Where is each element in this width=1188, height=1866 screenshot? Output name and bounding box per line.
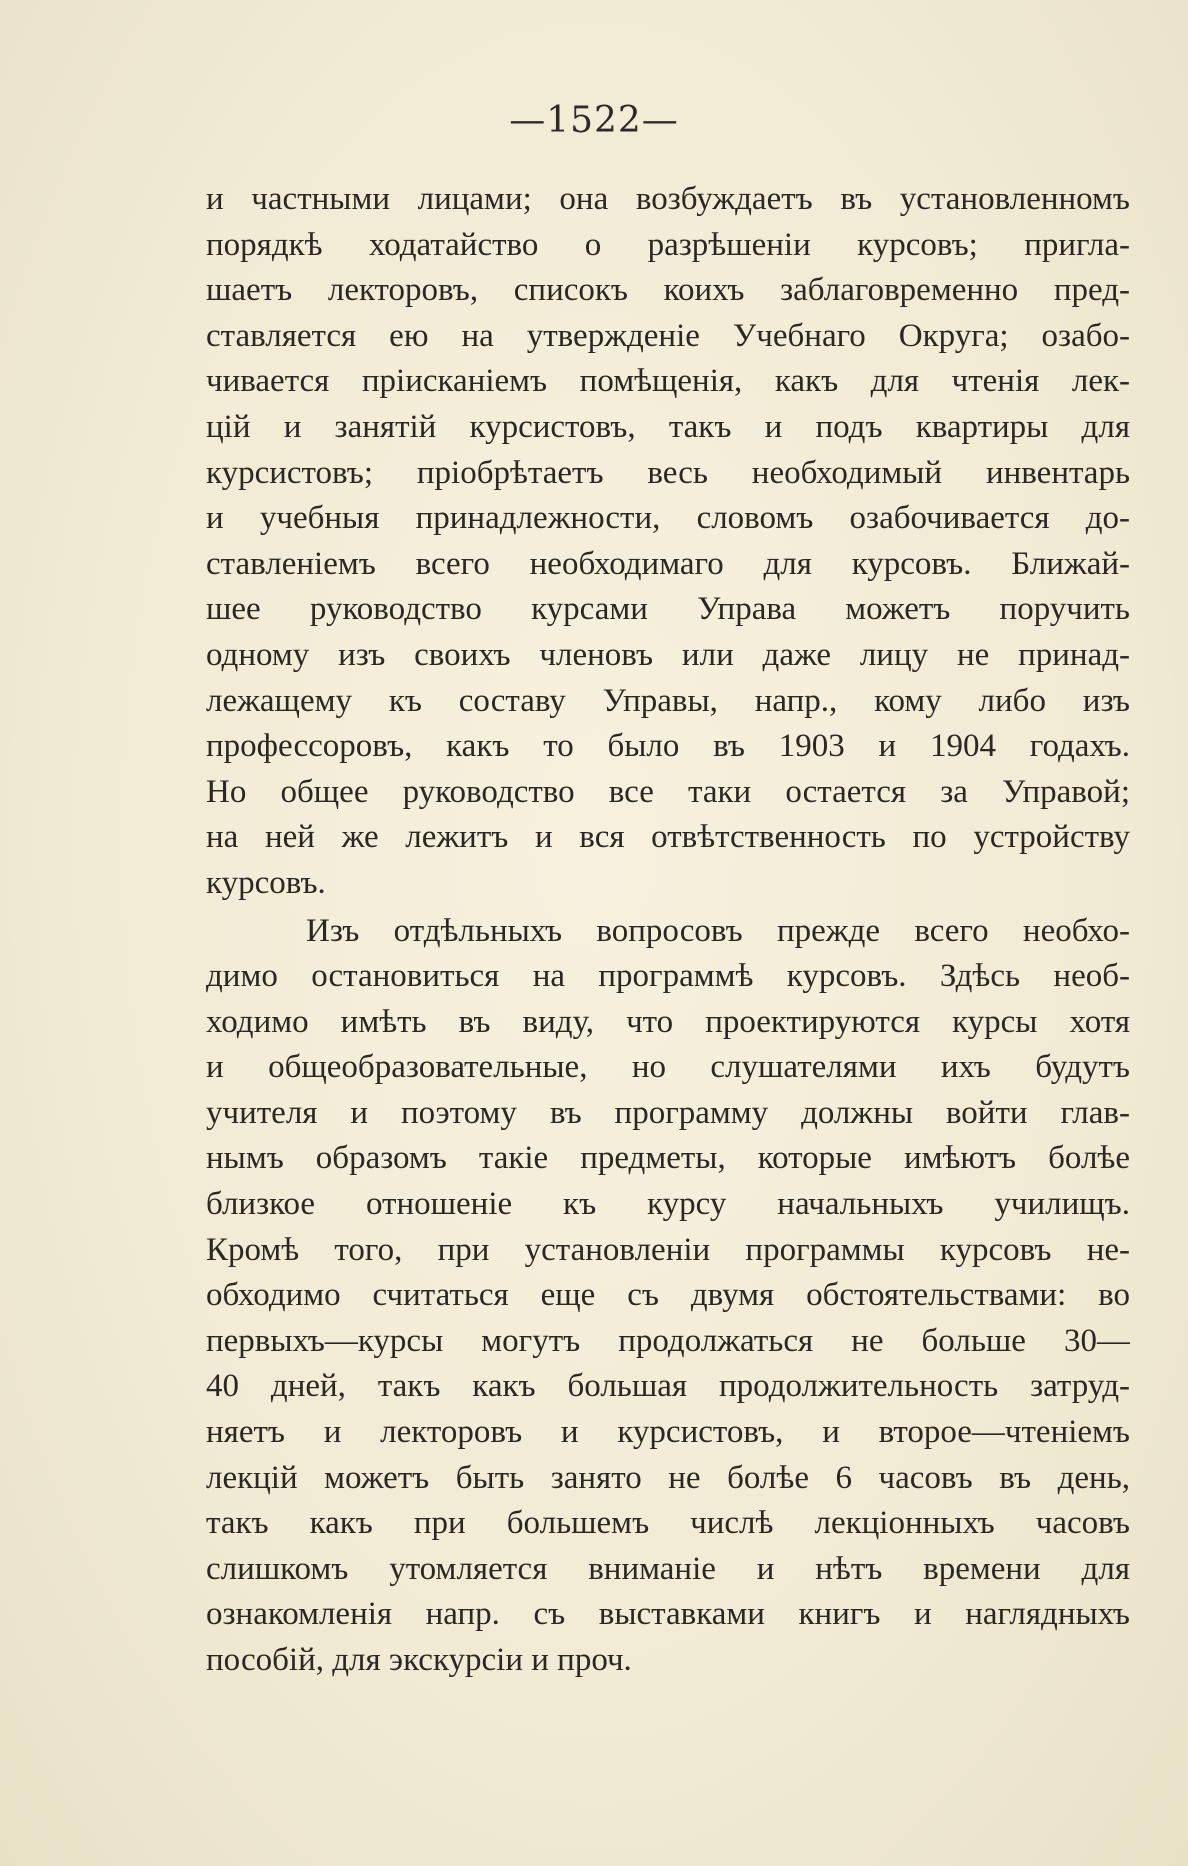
text-line: ходимо имѣть въ виду, что проектируются курсы хотя	[206, 1003, 1130, 1040]
text-line: Кромѣ того, при установленіи программы курсовъ не-	[206, 1231, 1130, 1268]
page-number: —1522—	[509, 100, 679, 141]
body-text	[206, 177, 1130, 1684]
text-line: на ней же лежитъ и вся отвѣтственность по устройству	[206, 819, 1130, 856]
text-line: курсовъ.	[206, 864, 326, 901]
text-line: обходимо считаться еще съ двумя обстоятельствами: во	[206, 1277, 1130, 1314]
text-line: слишкомъ утомляется вниманіе и нѣтъ времени для	[206, 1550, 1130, 1587]
text-line: лекцій можетъ быть занято не болѣе 6 часовъ въ день,	[206, 1459, 1130, 1496]
text-line: и частными лицами; она возбуждаетъ въ установленномъ	[206, 181, 1130, 217]
text-line: димо остановиться на программѣ курсовъ. Здѣсь необ-	[206, 958, 1130, 995]
text-line: учителя и поэтому въ программу должны войти глав-	[206, 1094, 1130, 1131]
text-line: Но общее руководство все таки остается за Управой;	[206, 773, 1130, 810]
paragraph-2	[206, 909, 1130, 1684]
text-line: шаетъ лекторовъ, списокъ коихъ заблаговременно пред-	[206, 272, 1130, 309]
text-line: пособій, для экскурсіи и проч.	[206, 1642, 632, 1678]
text-line: и учебныя принадлежности, словомъ озабочивается до-	[206, 500, 1130, 537]
text-line: няетъ и лекторовъ и курсистовъ, и второе—чтеніемъ	[206, 1414, 1130, 1451]
text-line: ставленіемъ всего необходимаго для курсовъ. Ближай-	[206, 545, 1130, 582]
text-line: лежащему къ составу Управы, напр., кому либо изъ	[206, 682, 1130, 719]
text-line: такъ какъ при большемъ числѣ лекціонныхъ часовъ	[206, 1505, 1130, 1542]
text-line: близкое отношеніе къ курсу начальныхъ училищъ.	[206, 1186, 1130, 1223]
text-line: профессоровъ, какъ то было въ 1903 и 1904 годахъ.	[206, 728, 1130, 765]
text-line: курсистовъ; пріобрѣтаетъ весь необходимый инвентарь	[206, 454, 1130, 491]
text-line: чивается пріисканіемъ помѣщенія, какъ для чтенія лек-	[206, 363, 1130, 400]
text-line: цій и занятій курсистовъ, такъ и подъ квартиры для	[206, 408, 1130, 445]
text-line: первыхъ—курсы могутъ продолжаться не больше 30—	[206, 1322, 1130, 1359]
text-line: ознакомленія напр. съ выставками книгъ и наглядныхъ	[206, 1596, 1130, 1633]
text-line: шее руководство курсами Управа можетъ поручить	[206, 591, 1130, 628]
text-line: ставляется ею на утвержденіе Учебнаго Округа; озабо-	[206, 317, 1130, 354]
text-line: нымъ образомъ такіе предметы, которые имѣютъ болѣе	[206, 1140, 1130, 1177]
text-line: и общеобразовательные, но слушателями ихъ будутъ	[206, 1049, 1130, 1086]
text-line: одному изъ своихъ членовъ или даже лицу не принад-	[206, 636, 1130, 673]
text-line: 40 дней, такъ какъ большая продолжительность затруд-	[206, 1368, 1130, 1405]
text-line: порядкѣ ходатайство о разрѣшеніи курсовъ; пригла-	[206, 226, 1130, 263]
paragraph-1	[206, 177, 1130, 907]
text-line: Изъ отдѣльныхъ вопросовъ прежде всего необхо-	[306, 912, 1130, 949]
